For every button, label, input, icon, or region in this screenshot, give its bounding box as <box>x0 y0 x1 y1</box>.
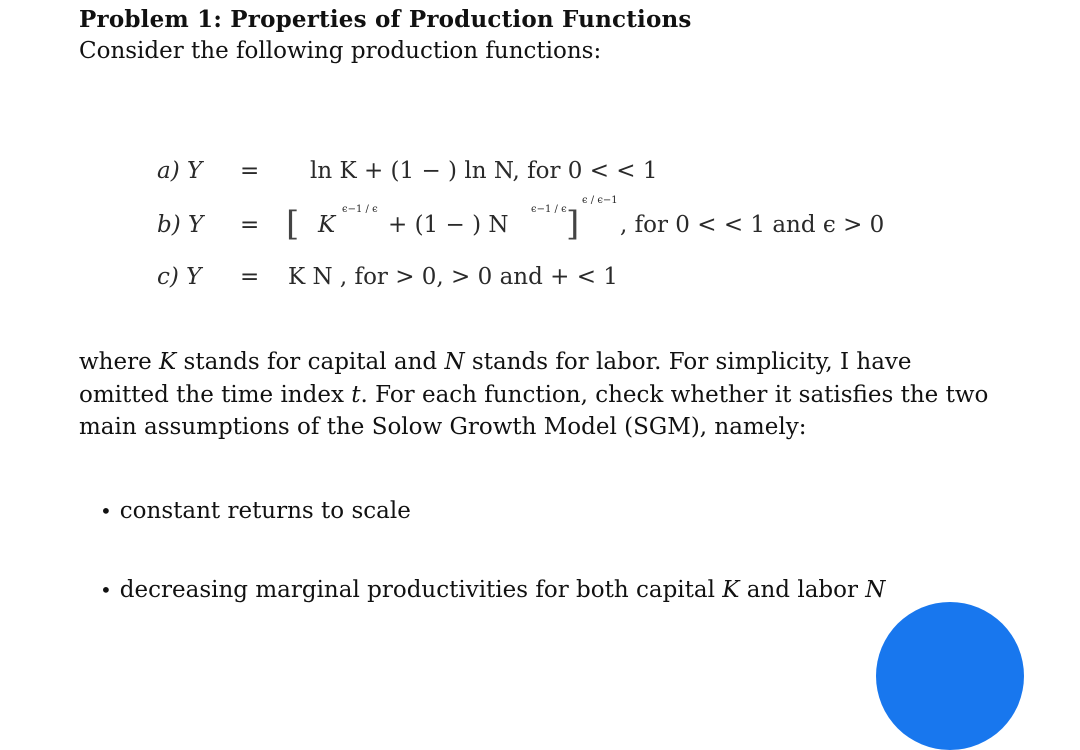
open-bracket: [ <box>286 204 300 244</box>
labor-symbol: N <box>865 577 886 603</box>
bullet-text: and labor <box>739 577 866 603</box>
equation-b-equals: = <box>240 212 260 238</box>
floating-action-button[interactable] <box>876 602 1024 750</box>
equation-b-n-exponent: ϵ−1 / ϵ <box>531 204 567 215</box>
close-bracket: ] <box>566 204 580 244</box>
equation-a-equals: = <box>240 158 260 184</box>
equation-c-rhs: K N , for > 0, > 0 and + < 1 <box>288 264 618 290</box>
paragraph-text: . For each function, check whether it satisfies the two <box>360 381 989 408</box>
equation-a-label: a) Y <box>157 158 203 184</box>
equation-a-rhs: ln K + (1 − ) ln N, for 0 < < 1 <box>310 158 658 184</box>
equation-c-equals: = <box>240 264 260 290</box>
equation-b-middle: + (1 − ) N <box>388 212 509 238</box>
equation-c-label: c) Y <box>157 264 202 290</box>
equation-b-tail: , for 0 < < 1 and ϵ > 0 <box>620 212 885 238</box>
equation-b-label: b) Y <box>157 212 204 238</box>
intro-text: Consider the following production functions: <box>79 38 602 64</box>
time-symbol: t <box>351 381 361 408</box>
equation-b-k-exponent: ϵ−1 / ϵ <box>342 204 378 215</box>
paragraph-line-3: main assumptions of the Solow Growth Model (SGM), namely: <box>79 414 807 440</box>
paragraph-text: stands for capital and <box>176 349 445 375</box>
capital-symbol: K <box>159 349 177 375</box>
equation-b-k: K <box>318 212 336 238</box>
paragraph-text: omitted the time index <box>79 381 352 408</box>
paragraph-text: stands for labor. For simplicity, I have <box>464 349 912 375</box>
bullet-constant-returns <box>100 498 411 524</box>
paragraph-line-1 <box>79 346 999 379</box>
bullet-decreasing-marginal <box>100 577 885 603</box>
bullet-marker: • <box>100 499 112 523</box>
labor-symbol: N <box>444 349 465 375</box>
bullet-text: constant returns to scale <box>119 498 411 524</box>
capital-symbol: K <box>722 577 740 603</box>
assumptions-paragraph <box>79 346 999 444</box>
problem-title: Problem 1: Properties of Production Functions <box>79 6 692 33</box>
equation-b-close-bracket <box>566 204 580 244</box>
bullet-text: decreasing marginal productivities for both capital <box>119 577 723 603</box>
paragraph-line-2 <box>79 379 999 412</box>
equation-b-outer-exponent: ϵ / ϵ−1 <box>582 195 618 206</box>
equation-b-open-bracket <box>286 204 300 244</box>
bullet-marker: • <box>100 578 112 602</box>
paragraph-text: where <box>79 349 160 375</box>
